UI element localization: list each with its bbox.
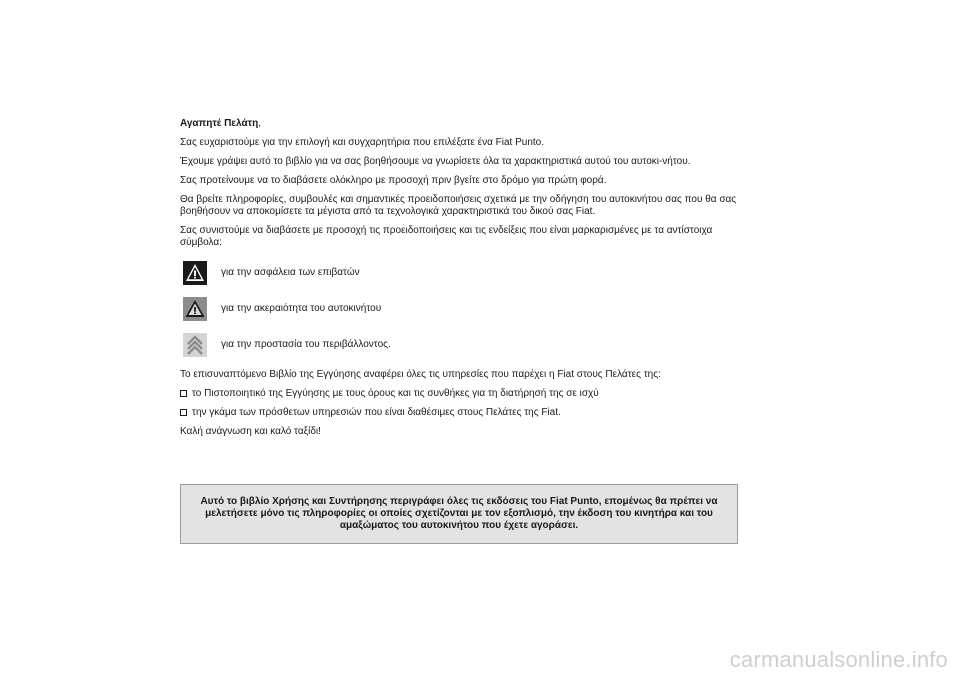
watermark: carmanualsonline.info — [729, 647, 948, 672]
symbol-label: για την ακεραιότητα του αυτοκινήτου — [221, 303, 382, 314]
intro-paragraph-2: Έχουμε γράψει αυτό το βιβλίο για να σας βοηθήσουμε να γνωρίσετε όλα τα χαρακτηριστικά αυτού του αυτοκι-νήτου. — [180, 156, 691, 167]
intro-section — [180, 118, 742, 445]
symbol-row — [182, 295, 742, 323]
passenger-safety-warning-icon — [182, 260, 208, 286]
symbol-row — [182, 259, 742, 287]
notice-text: Αυτό το βιβλίο Χρήσης και Συντήρησης περιγράφει όλες τις εκδόσεις του Fiat Punto, επομένως θα πρέπει να μελετήσετε μόνο τις πληροφορίες οι οποίες σχετίζονται με τον εξοπλισμό, την έκδοση του κινητήρα και του αμαξώματος του αυτοκινήτου που έχετε αγοράσει. — [200, 496, 718, 531]
closing-line: Καλή ανάγνωση και καλό ταξίδι! — [180, 426, 321, 437]
symbol-label: για την ασφάλεια των επιβατών — [221, 267, 360, 278]
greeting: Αγαπητέ Πελάτη — [180, 118, 259, 129]
notice-box — [180, 484, 738, 544]
symbol-list — [182, 259, 742, 359]
greeting-punctuation: , — [258, 118, 261, 129]
warranty-intro: Το επισυναπτόμενο Βιβλίο της Εγγύησης αναφέρει όλες τις υπηρεσίες που παρέχει η Fiat στους Πελάτες της: — [180, 369, 661, 380]
symbol-row — [182, 331, 742, 359]
checkbox-bullet-icon — [180, 409, 187, 416]
environment-protection-icon — [182, 332, 208, 358]
intro-paragraph-1: Σας ευχαριστούμε για την επιλογή και συγχαρητήρια που επιλέξατε ένα Fiat Punto. — [180, 137, 545, 148]
vehicle-integrity-warning-icon — [182, 296, 208, 322]
checkbox-bullet-icon — [180, 390, 187, 397]
symbol-label: για την προστασία του περιβάλλοντος. — [221, 339, 391, 350]
warranty-item-text: το Πιστοποιητικό της Εγγύησης με τους όρους και τις συνθήκες για τη διατήρησή της σε ισχύ — [192, 388, 599, 399]
intro-paragraph-4: Θα βρείτε πληροφορίες, συμβουλές και σημαντικές προειδοποιήσεις σχετικά με την οδήγηση του αυτοκινήτου σας που θα σας βοηθήσουν να αποκομίσετε τα μέγιστα από τα τεχνολογικά χαρακτηριστικά του δικού σας Fiat. — [180, 194, 737, 217]
intro-paragraph-5: Σας συνιστούμε να διαβάσετε με προσοχή τις προειδοποιήσεις και τις ενδείξεις που είναι μαρκαρισμένες με τα αντίστοιχα σύμβολα: — [180, 225, 713, 248]
warranty-item — [180, 388, 742, 400]
intro-paragraph-3: Σας προτείνουμε να το διαβάσετε ολόκληρο με προσοχή πριν βγείτε στο δρόμο για πρώτη φορά. — [180, 175, 607, 186]
warranty-item — [180, 407, 742, 419]
warranty-item-text: την γκάμα των πρόσθετων υπηρεσιών που είναι διαθέσιμες στους Πελάτες της Fiat. — [192, 407, 561, 418]
greeting-line — [180, 118, 742, 130]
